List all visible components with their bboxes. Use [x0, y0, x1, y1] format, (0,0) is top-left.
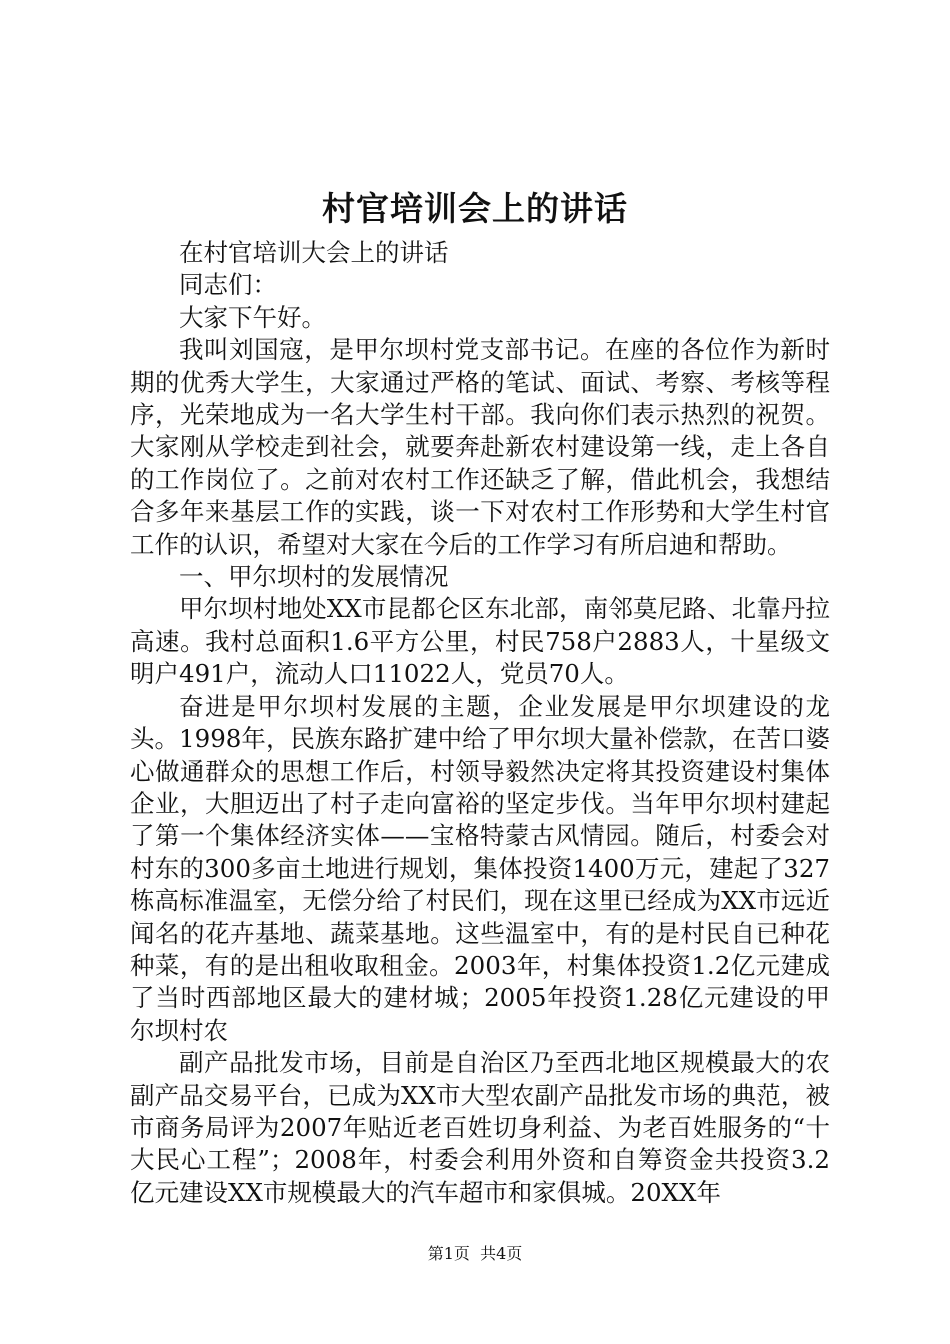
page-footer — [0, 1244, 950, 1264]
paragraph-village-overview: 甲尔坝村地处XX市昆都仑区东北部，南邻莫尼路、北靠丹拉高速。我村总面积1.6平方公里，村民758户2883人，十星级文明户491户，流动人口11022人，党员70人。 — [130, 594, 830, 689]
document-title: 村官培训会上的讲话 — [322, 189, 628, 228]
section-heading: 一、甲尔坝村的发展情况 — [179, 562, 449, 592]
document-body — [130, 237, 830, 1209]
paragraph-salutation: 同志们： — [179, 270, 277, 300]
page-total: 共4页 — [480, 1244, 523, 1263]
paragraph-development: 奋进是甲尔坝村发展的主题，企业发展是甲尔坝建设的龙头。1998年，民族东路扩建中给了甲尔坝大量补偿款，在苦口婆心做通群众的思想工作后，村领导毅然决定将其投资建设村集体企业，大胆迈出了村子走向富裕的坚定步伐。当年甲尔坝村建起了第一个集体经济实体——宝格特蒙古风情园。随后，村委会对村东的300多亩土地进行规划，集体投资1400万元，建起了327栋高标准温室，无偿分给了村民们，现在这里已经成为XX市远近闻名的花卉基地、蔬菜基地。这些温室中，有的是村民自已种花种菜，有的是出租收取租金。2003年，村集体投资1.2亿元建成了当时西部地区最大的建材城；2005年投资1.28亿元建设的甲尔坝村农 — [130, 691, 830, 1045]
page-number: 第1页 — [427, 1244, 470, 1263]
paragraph-market: 副产品批发市场，目前是自治区乃至西北地区规模最大的农副产品交易平台，已成为XX市大型农副产品批发市场的典范，被市商务局评为2007年贴近老百姓切身利益、为老百姓服务的“十大民心工程”；2008年，村委会利用外资和自筹资金共投资3.2亿元建设XX市规模最大的汽车超市和家俱城。20XX年 — [130, 1048, 830, 1207]
paragraph-heading-line: 在村官培训大会上的讲话 — [179, 238, 449, 267]
paragraph-greeting: 大家下午好。 — [179, 302, 326, 332]
paragraph-introduction: 我叫刘国寇，是甲尔坝村党支部书记。在座的各位作为新时期的优秀大学生，大家通过严格的笔试、面试、考察、考核等程序，光荣地成为一名大学生村干部。我向你们表示热烈的祝贺。大家刚从学校走到社会，就要奔赴新农村建设第一线，走上各自的工作岗位了。之前对农村工作还缺乏了解，借此机会，我想结合多年来基层工作的实践，谈一下对农村工作形势和大学生村官工作的认识，希望对大家在今后的工作学习有所启迪和帮助。 — [130, 335, 830, 559]
